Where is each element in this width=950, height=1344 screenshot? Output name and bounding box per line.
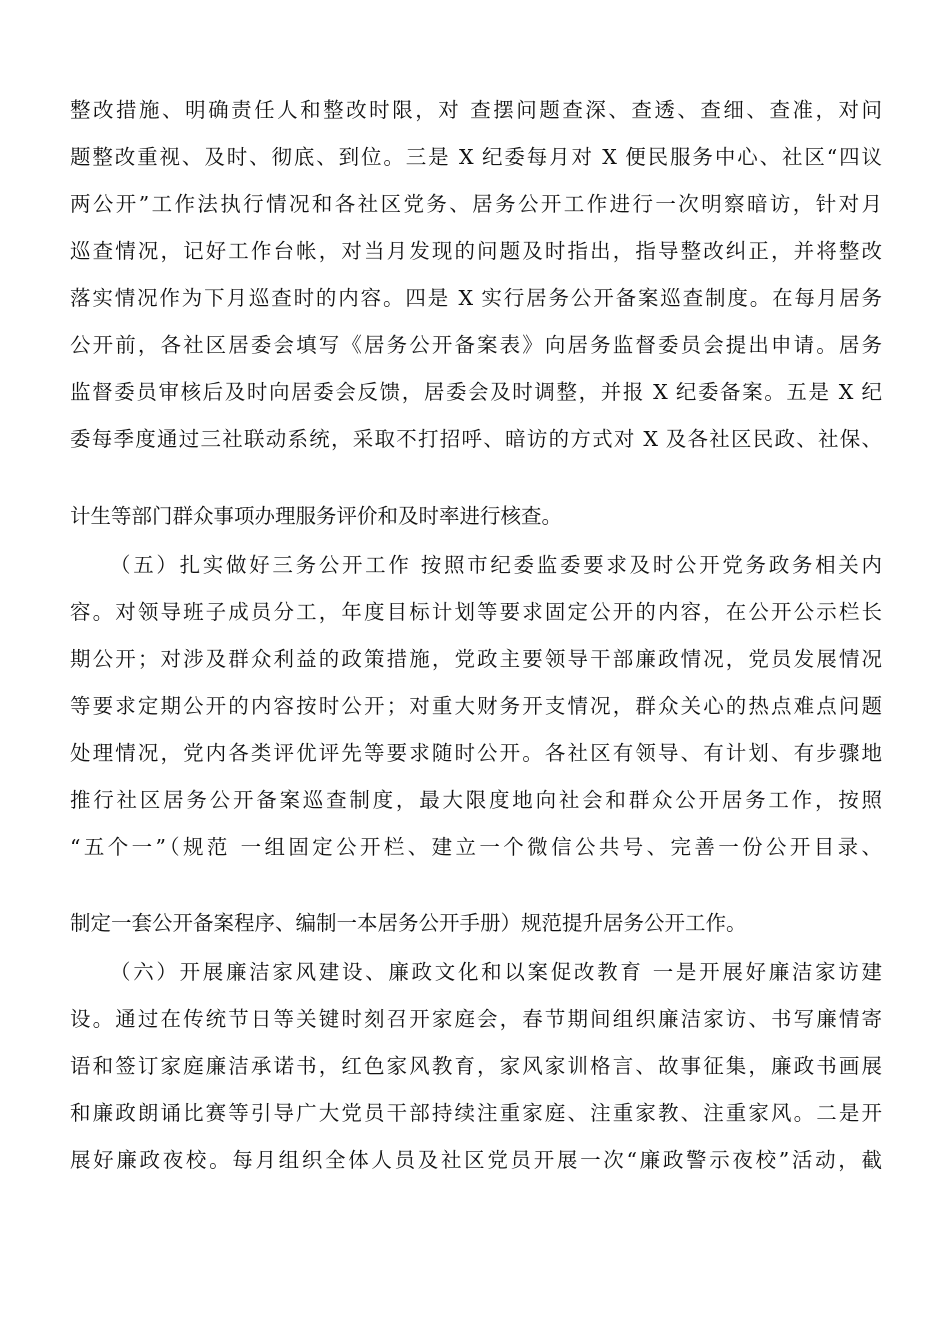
section-heading-line: （五）扎实做好三务公开工作 按照市纪委监委要求及时公开党务政务相关内 — [110, 553, 882, 577]
text-line: 监督委员审核后及时向居委会反馈，居委会及时调整，并报 X 纪委备案。五是 X 纪 — [70, 380, 882, 404]
text-line: 制定一套公开备案程序、编制一本居务公开手册）规范提升居务公开工作。 — [70, 911, 747, 935]
text-line: 整改措施、明确责任人和整改时限，对 查摆问题查深、查透、查细、查准，对问 — [70, 98, 882, 122]
text-line: 落实情况作为下月巡查时的内容。四是 X 实行居务公开备案巡查制度。在每月居务 — [70, 286, 882, 310]
text-line: 语和签订家庭廉洁承诺书，红色家风教育，家风家训格言、故事征集，廉政书画展 — [70, 1054, 882, 1078]
text-line: 两公开”工作法执行情况和各社区党务、居务公开工作进行一次明察暗访，针对月 — [70, 192, 882, 216]
text-line: 题整改重视、及时、彻底、到位。三是 X 纪委每月对 X 便民服务中心、社区“四议 — [70, 145, 882, 169]
text-line: 设。通过在传统节日等关键时刻召开家庭会，春节期间组织廉洁家访、书写廉情寄 — [70, 1007, 882, 1031]
text-line: 公开前，各社区居委会填写《居务公开备案表》向居务监督委员会提出申请。居务 — [70, 333, 882, 357]
text-line: 期公开；对涉及群众利益的政策措施，党政主要领导干部廉政情况，党员发展情况 — [70, 647, 882, 671]
text-line: 委每季度通过三社联动系统，采取不打招呼、暗访的方式对 X 及各社区民政、社保、 — [70, 427, 882, 451]
section-heading-line: （六）开展廉洁家风建设、廉政文化和以案促改教育 一是开展好廉洁家访建 — [110, 960, 882, 984]
text-line: 处理情况，党内各类评优评先等要求随时公开。各社区有领导、有计划、有步骤地 — [70, 741, 882, 765]
text-line: 和廉政朗诵比赛等引导广大党员干部持续注重家庭、注重家教、注重家风。二是开 — [70, 1101, 882, 1125]
text-line: 巡查情况，记好工作台帐，对当月发现的问题及时指出，指导整改纠正，并将整改 — [70, 239, 882, 263]
text-line: 推行社区居务公开备案巡查制度，最大限度地向社会和群众公开居务工作，按照 — [70, 788, 882, 812]
text-line: 计生等部门群众事项办理服务评价和及时率进行核查。 — [70, 504, 562, 528]
text-line: 容。对领导班子成员分工，年度目标计划等要求固定公开的内容，在公开公示栏长 — [70, 600, 882, 624]
text-line: “五个一”（规范 一组固定公开栏、建立一个微信公共号、完善一份公开目录、 — [70, 835, 882, 859]
text-line: 等要求定期公开的内容按时公开；对重大财务开支情况，群众关心的热点难点问题 — [70, 694, 882, 718]
text-line: 展好廉政夜校。每月组织全体人员及社区党员开展一次“廉政警示夜校”活动，截 — [70, 1148, 882, 1172]
